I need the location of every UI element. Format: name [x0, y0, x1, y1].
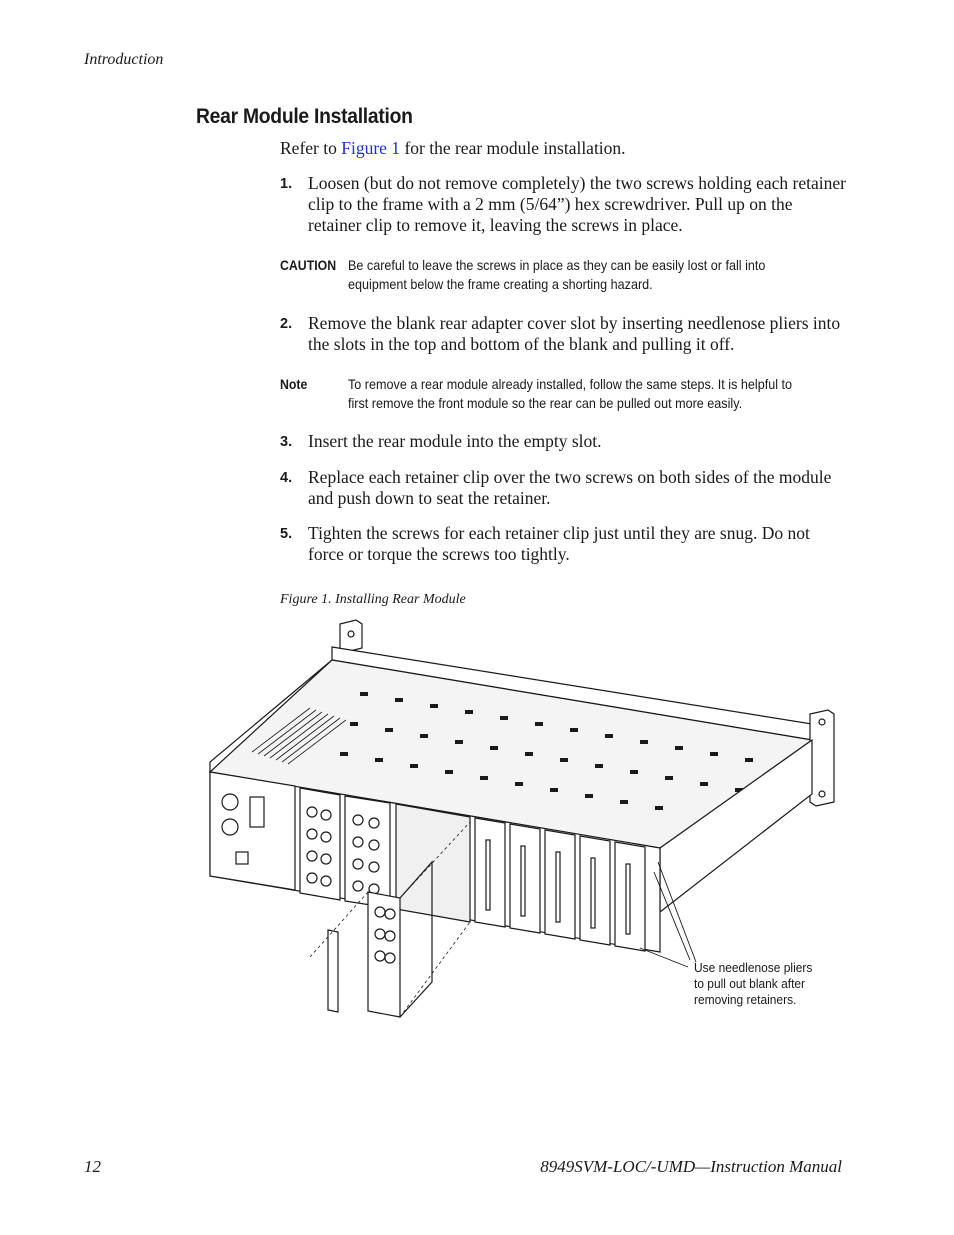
step-text: Insert the rear module into the empty slot. [308, 431, 602, 451]
step-text: Replace each retainer clip over the two screws on both sides of the module and push down to seat the retainer. [308, 467, 832, 508]
running-header: Introduction [84, 51, 164, 68]
step-5 [280, 523, 850, 567]
caution-text: Be careful to leave the screws in place as they can be easily lost or fall into equipment below the frame creating a shorting hazard. [348, 257, 766, 292]
intro-paragraph [280, 138, 626, 159]
figure-annotation [694, 960, 812, 1008]
step-number: 2. [280, 316, 293, 332]
step-number: 1. [280, 176, 293, 192]
annotation-line: removing retainers. [694, 992, 797, 1007]
intro-text-after: for the rear module installation. [400, 138, 626, 158]
annotation-line: to pull out blank after [694, 976, 806, 991]
step-text: Tighten the screws for each retainer clip just until they are snug. Do not force or torque the screws too tightly. [308, 523, 810, 564]
step-number: 3. [280, 434, 293, 450]
note-label: Note [280, 376, 308, 392]
annotation-line: Use needlenose pliers [694, 960, 813, 975]
step-number: 4. [280, 470, 293, 486]
step-3 [280, 431, 850, 453]
page-number: 12 [84, 1157, 101, 1176]
step-number: 5. [280, 526, 293, 542]
figure-1-link[interactable]: Figure 1 [341, 138, 401, 158]
step-4 [280, 467, 850, 511]
step-1 [280, 173, 850, 237]
intro-text-before: Refer to [280, 138, 342, 158]
section-heading: Rear Module Installation [196, 105, 413, 128]
step-2 [280, 313, 850, 357]
note-callout [280, 375, 850, 415]
caution-callout [280, 256, 850, 296]
step-text: Loosen (but do not remove completely) the two screws holding each retainer clip to the frame with a 2 mm (5/64”) hex screwdriver. Pull up on the retainer clip to remove it, leaving the screws in place. [308, 173, 846, 235]
figure-caption: Figure 1. Installing Rear Module [280, 592, 466, 607]
caution-label: CAUTION [280, 257, 337, 273]
note-text: To remove a rear module already installed, follow the same steps. It is helpful to first remove the front module so the rear can be pulled out more easily. [348, 376, 793, 411]
step-text: Remove the blank rear adapter cover slot by inserting needlenose pliers into the slots in the top and bottom of the blank and pulling it off. [308, 313, 841, 354]
running-footer-title: 8949SVM-LOC/-UMD—Instruction Manual [540, 1157, 842, 1176]
